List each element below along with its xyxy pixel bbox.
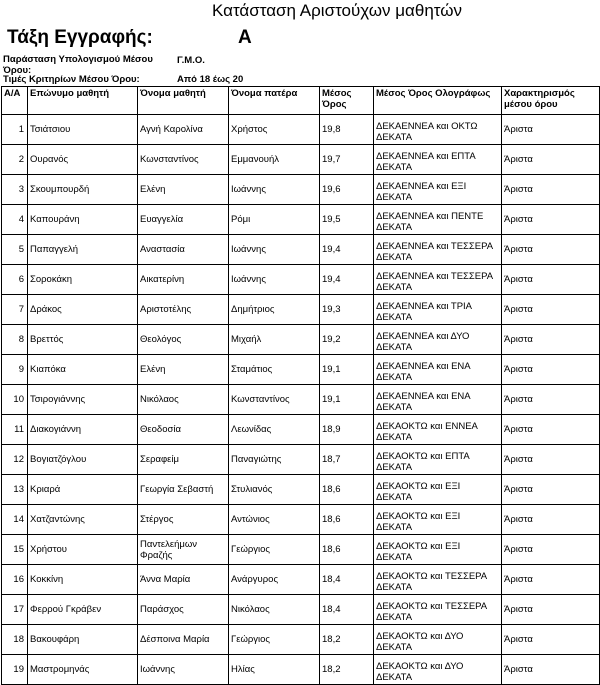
table-row — [2, 445, 600, 475]
average-value: 19,3 — [320, 295, 374, 325]
average-value: 18,7 — [320, 445, 374, 475]
range-label: Τιμές Κριτηρίων Μέσου Όρου: — [3, 74, 140, 85]
average-in-words — [374, 625, 502, 655]
father-name: Χρήστος — [229, 115, 320, 145]
table-row — [2, 265, 600, 295]
representation-label: Παράσταση Υπολογισμού Μέσου Όρου: — [3, 54, 153, 76]
honors-students-table — [1, 86, 600, 685]
student-surname: Χρήστου — [28, 535, 138, 565]
average-in-words — [374, 595, 502, 625]
father-name: Παναγιώτης — [229, 445, 320, 475]
average-value: 19,1 — [320, 355, 374, 385]
father-name: Δημήτριος — [229, 295, 320, 325]
average-in-words — [374, 115, 502, 145]
student-name: Παντελεήμων Φραζής — [138, 535, 229, 565]
student-surname: Κιαπόκα — [28, 355, 138, 385]
row-number: 8 — [2, 325, 28, 355]
average-words-line2: ΔΕΚΑΤΑ — [376, 462, 413, 473]
header-aa: Α/Α — [2, 87, 28, 115]
student-name: Αριστοτέλης — [138, 295, 229, 325]
grade-label: Άριστα — [502, 535, 600, 565]
student-name: Αικατερίνη — [138, 265, 229, 295]
average-words-line1: ΔΕΚΑΕΝΝΕΑ και ΕΞΙ — [376, 181, 467, 192]
row-number: 6 — [2, 265, 28, 295]
average-value: 19,1 — [320, 385, 374, 415]
grade-label: Άριστα — [502, 415, 600, 445]
average-words-line1: ΔΕΚΑΕΝΝΕΑ και ΕΠΤΑ — [376, 151, 476, 162]
table-row — [2, 325, 600, 355]
average-words-line2: ΔΕΚΑΤΑ — [376, 162, 413, 173]
grade-label: Άριστα — [502, 655, 600, 685]
student-surname: Σκουμπουρδή — [28, 175, 138, 205]
student-surname: Φερρού Γκράβεν — [28, 595, 138, 625]
student-surname: Κριαρά — [28, 475, 138, 505]
father-name: Λεωνίδας — [229, 415, 320, 445]
table-row — [2, 475, 600, 505]
student-name: Θεοδοσία — [138, 415, 229, 445]
average-value: 19,4 — [320, 235, 374, 265]
row-number: 5 — [2, 235, 28, 265]
average-in-words — [374, 355, 502, 385]
average-in-words — [374, 505, 502, 535]
average-value: 19,4 — [320, 265, 374, 295]
student-name: Σεραφείμ — [138, 445, 229, 475]
average-words-line2: ΔΕΚΑΤΑ — [376, 552, 413, 563]
average-words-line2: ΔΕΚΑΤΑ — [376, 372, 413, 383]
average-value: 18,4 — [320, 565, 374, 595]
father-name: Ανάργυρος — [229, 565, 320, 595]
grade-label: Άριστα — [502, 145, 600, 175]
average-in-words — [374, 565, 502, 595]
header-grade: Χαρακτηρισμός μέσου όρου — [502, 87, 600, 115]
student-surname: Τσιάτσιου — [28, 115, 138, 145]
row-number: 4 — [2, 205, 28, 235]
average-value: 18,6 — [320, 535, 374, 565]
student-name: Αναστασία — [138, 235, 229, 265]
grade-label: Άριστα — [502, 475, 600, 505]
table-row — [2, 505, 600, 535]
average-words-line2: ΔΕΚΑΤΑ — [376, 582, 413, 593]
page-title: Κατάσταση Αριστούχων μαθητών — [212, 1, 463, 20]
table-row — [2, 595, 600, 625]
row-number: 11 — [2, 415, 28, 445]
average-words-line2: ΔΕΚΑΤΑ — [376, 522, 413, 533]
average-words-line2: ΔΕΚΑΤΑ — [376, 492, 413, 503]
student-name: Ελένη — [138, 355, 229, 385]
average-words-line2: ΔΕΚΑΤΑ — [376, 132, 413, 143]
average-in-words — [374, 295, 502, 325]
grade-label: Άριστα — [502, 505, 600, 535]
table-row — [2, 115, 600, 145]
average-words-line1: ΔΕΚΑΟΚΤΩ και ΤΕΣΣΕΡΑ — [376, 571, 488, 582]
average-value: 18,6 — [320, 475, 374, 505]
father-name: Σταμάτιος — [229, 355, 320, 385]
grade-label: Άριστα — [502, 265, 600, 295]
row-number: 9 — [2, 355, 28, 385]
row-number: 12 — [2, 445, 28, 475]
average-words-line2: ΔΕΚΑΤΑ — [376, 672, 413, 683]
average-in-words — [374, 205, 502, 235]
average-words-line2: ΔΕΚΑΤΑ — [376, 192, 413, 203]
father-name: Ηλίας — [229, 655, 320, 685]
average-words-line1: ΔΕΚΑΟΚΤΩ και ΔΥΟ — [376, 631, 464, 642]
row-number: 3 — [2, 175, 28, 205]
average-value: 19,7 — [320, 145, 374, 175]
average-in-words — [374, 175, 502, 205]
row-number: 1 — [2, 115, 28, 145]
student-surname: Σοροκάκη — [28, 265, 138, 295]
average-words-line2: ΔΕΚΑΤΑ — [376, 282, 413, 293]
row-number: 17 — [2, 595, 28, 625]
header-average: Μέσος Όρος — [320, 87, 374, 115]
father-name: Εμμανουήλ — [229, 145, 320, 175]
student-name: Ευαγγελία — [138, 205, 229, 235]
student-surname: Βακουφάρη — [28, 625, 138, 655]
table-row — [2, 355, 600, 385]
grade-label: Άριστα — [502, 115, 600, 145]
student-name: Γεωργία Σεβαστή — [138, 475, 229, 505]
student-surname: Βρεττός — [28, 325, 138, 355]
student-surname: Μαστρομηνάς — [28, 655, 138, 685]
average-words-line2: ΔΕΚΑΤΑ — [376, 612, 413, 623]
representation-value: Γ.Μ.Ο. — [177, 55, 205, 66]
table-row — [2, 145, 600, 175]
average-in-words — [374, 415, 502, 445]
average-in-words — [374, 385, 502, 415]
average-words-line1: ΔΕΚΑΕΝΝΕΑ και ΤΕΣΣΕΡΑ — [376, 241, 494, 252]
row-number: 14 — [2, 505, 28, 535]
average-in-words — [374, 265, 502, 295]
average-words-line2: ΔΕΚΑΤΑ — [376, 432, 413, 443]
average-value: 19,8 — [320, 115, 374, 145]
class-value: Α — [238, 27, 252, 48]
table-row — [2, 385, 600, 415]
header-father: Όνομα πατέρα — [229, 87, 320, 115]
table-row — [2, 535, 600, 565]
table-row — [2, 205, 600, 235]
class-label: Τάξη Εγγραφής: — [7, 27, 153, 48]
average-value: 18,4 — [320, 595, 374, 625]
average-words-line1: ΔΕΚΑΟΚΤΩ και ΕΞΙ — [376, 511, 461, 522]
grade-label: Άριστα — [502, 235, 600, 265]
student-name: Ιωάννης — [138, 655, 229, 685]
row-number: 18 — [2, 625, 28, 655]
header-surname: Επώνυμο μαθητή — [28, 87, 138, 115]
father-name: Αντώνιος — [229, 505, 320, 535]
header-name: Όνομα μαθητή — [138, 87, 229, 115]
average-words-line1: ΔΕΚΑΕΝΝΕΑ και ΕΝΑ — [376, 391, 471, 402]
average-words-line1: ΔΕΚΑΟΚΤΩ και ΔΥΟ — [376, 661, 464, 672]
average-words-line1: ΔΕΚΑΕΝΝΕΑ και ΤΡΙΑ — [376, 301, 473, 312]
student-surname: Ουρανός — [28, 145, 138, 175]
table-header-row — [2, 87, 600, 115]
student-name: Παράσχος — [138, 595, 229, 625]
father-name: Νικόλαος — [229, 595, 320, 625]
table-row — [2, 415, 600, 445]
average-in-words — [374, 475, 502, 505]
row-number: 10 — [2, 385, 28, 415]
average-in-words — [374, 235, 502, 265]
student-surname: Διακογιάννη — [28, 415, 138, 445]
range-value: Από 18 έως 20 — [177, 74, 244, 85]
table-row — [2, 235, 600, 265]
header-average-words: Μέσος Όρος Ολογράφως — [374, 87, 502, 115]
row-number: 7 — [2, 295, 28, 325]
table-row — [2, 655, 600, 685]
grade-label: Άριστα — [502, 625, 600, 655]
grade-label: Άριστα — [502, 595, 600, 625]
student-surname: Δράκος — [28, 295, 138, 325]
average-words-line1: ΔΕΚΑΟΚΤΩ και ΕΠΤΑ — [376, 451, 470, 462]
table-row — [2, 295, 600, 325]
average-in-words — [374, 325, 502, 355]
average-words-line1: ΔΕΚΑΕΝΝΕΑ και ΕΝΑ — [376, 361, 471, 372]
table-row — [2, 625, 600, 655]
average-value: 18,6 — [320, 505, 374, 535]
row-number: 15 — [2, 535, 28, 565]
table-row — [2, 175, 600, 205]
table-row — [2, 565, 600, 595]
student-name: Στέργος — [138, 505, 229, 535]
student-name: Δέσποινα Μαρία — [138, 625, 229, 655]
average-words-line1: ΔΕΚΑΟΚΤΩ και ΕΞΙ — [376, 481, 461, 492]
average-value: 18,2 — [320, 625, 374, 655]
average-words-line1: ΔΕΚΑΕΝΝΕΑ και ΔΥΟ — [376, 331, 470, 342]
student-surname: Τσιρογιάννης — [28, 385, 138, 415]
average-value: 18,9 — [320, 415, 374, 445]
average-words-line2: ΔΕΚΑΤΑ — [376, 642, 413, 653]
row-number: 19 — [2, 655, 28, 685]
average-words-line2: ΔΕΚΑΤΑ — [376, 402, 413, 413]
average-value: 19,5 — [320, 205, 374, 235]
student-surname: Παπαγγελή — [28, 235, 138, 265]
student-surname: Κοκκίνη — [28, 565, 138, 595]
grade-label: Άριστα — [502, 205, 600, 235]
average-in-words — [374, 535, 502, 565]
average-words-line2: ΔΕΚΑΤΑ — [376, 252, 413, 263]
row-number: 2 — [2, 145, 28, 175]
average-value: 19,2 — [320, 325, 374, 355]
student-name: Νικόλαος — [138, 385, 229, 415]
father-name: Γεώργιος — [229, 625, 320, 655]
father-name: Ιωάννης — [229, 265, 320, 295]
student-name: Κωνσταντίνος — [138, 145, 229, 175]
grade-label: Άριστα — [502, 565, 600, 595]
average-words-line1: ΔΕΚΑΟΚΤΩ και ΕΞΙ — [376, 541, 461, 552]
grade-label: Άριστα — [502, 175, 600, 205]
row-number: 16 — [2, 565, 28, 595]
grade-label: Άριστα — [502, 295, 600, 325]
average-value: 18,2 — [320, 655, 374, 685]
average-words-line1: ΔΕΚΑΟΚΤΩ και ΤΕΣΣΕΡΑ — [376, 601, 488, 612]
father-name: Ιωάννης — [229, 235, 320, 265]
average-in-words — [374, 445, 502, 475]
row-number: 13 — [2, 475, 28, 505]
father-name: Στυλιανός — [229, 475, 320, 505]
grade-label: Άριστα — [502, 325, 600, 355]
father-name: Ιωάννης — [229, 175, 320, 205]
average-words-line2: ΔΕΚΑΤΑ — [376, 222, 413, 233]
father-name: Μιχαήλ — [229, 325, 320, 355]
average-words-line2: ΔΕΚΑΤΑ — [376, 312, 413, 323]
student-surname: Καπουράνη — [28, 205, 138, 235]
average-words-line1: ΔΕΚΑΕΝΝΕΑ και ΟΚΤΩ — [376, 121, 478, 132]
father-name: Γεώργιος — [229, 535, 320, 565]
average-in-words — [374, 655, 502, 685]
average-value: 19,6 — [320, 175, 374, 205]
average-words-line1: ΔΕΚΑΕΝΝΕΑ και ΤΕΣΣΕΡΑ — [376, 271, 494, 282]
average-words-line2: ΔΕΚΑΤΑ — [376, 342, 413, 353]
grade-label: Άριστα — [502, 445, 600, 475]
student-name: Αγνή Καρολίνα — [138, 115, 229, 145]
student-name: Άννα Μαρία — [138, 565, 229, 595]
grade-label: Άριστα — [502, 355, 600, 385]
student-name: Θεολόγος — [138, 325, 229, 355]
average-words-line1: ΔΕΚΑΟΚΤΩ και ΕΝΝΕΑ — [376, 421, 478, 432]
average-in-words — [374, 145, 502, 175]
student-name: Ελένη — [138, 175, 229, 205]
father-name: Κωνσταντίνος — [229, 385, 320, 415]
father-name: Ρόμι — [229, 205, 320, 235]
average-words-line1: ΔΕΚΑΕΝΝΕΑ και ΠΕΝΤΕ — [376, 211, 484, 222]
student-surname: Χατζαντώνης — [28, 505, 138, 535]
student-surname: Βογιατζόγλου — [28, 445, 138, 475]
grade-label: Άριστα — [502, 385, 600, 415]
